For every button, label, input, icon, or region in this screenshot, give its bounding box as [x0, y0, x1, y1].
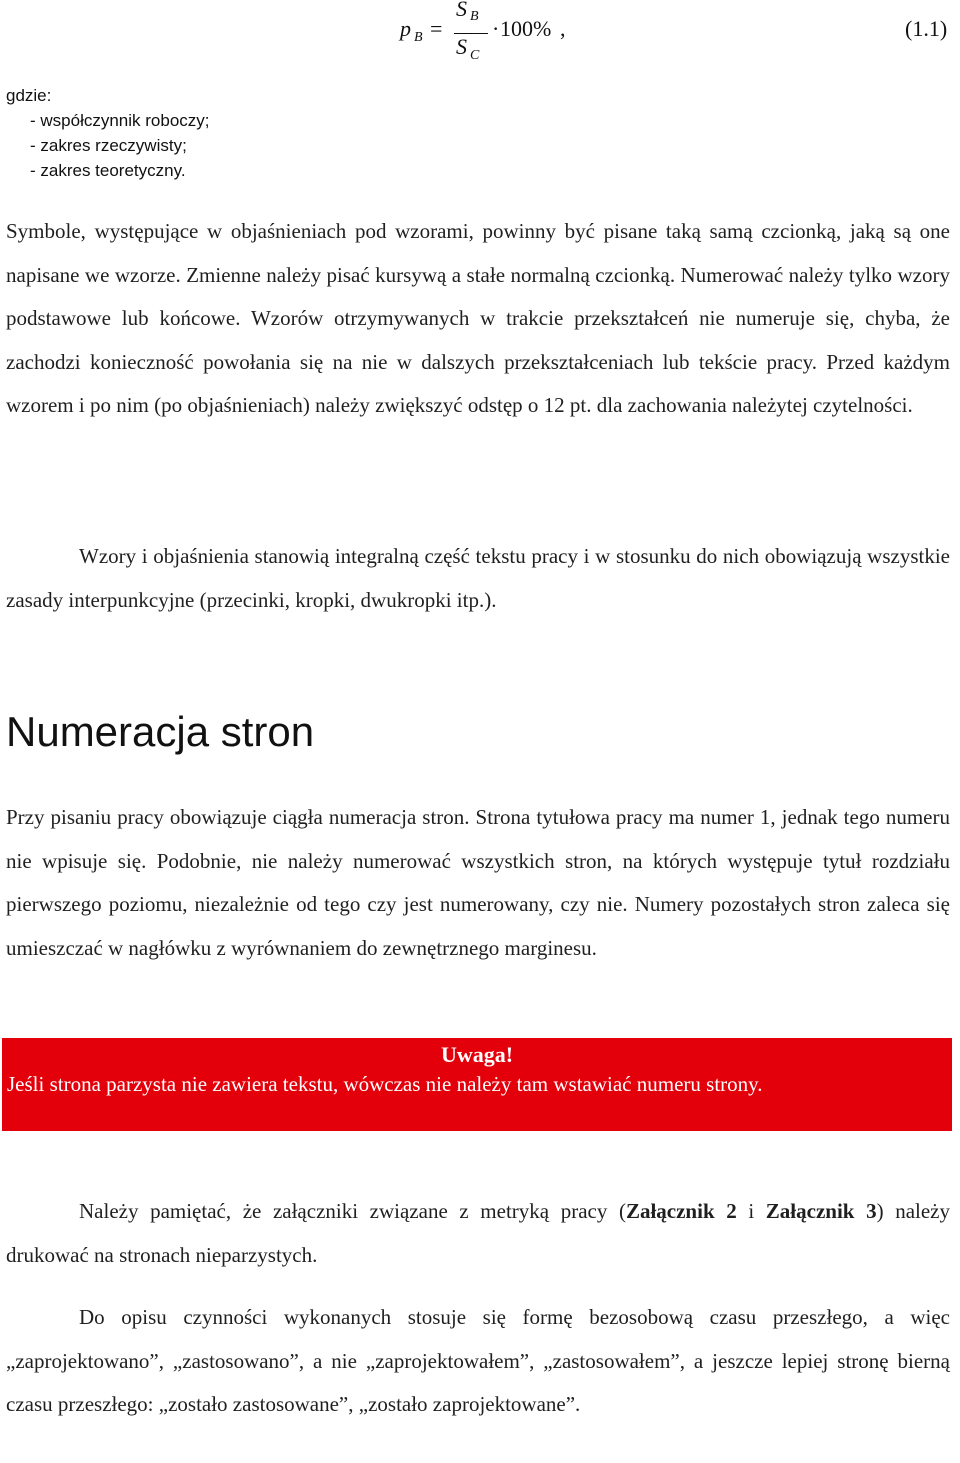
attachment-2-label: Załącznik 2	[625, 1199, 737, 1223]
callout-body: Jeśli strona parzysta nie zawiera tekstu, wówczas nie należy tam wstawiać numeru strony.	[7, 1072, 763, 1096]
attachments-text-mid: i	[736, 1199, 766, 1223]
formula-number: (1.1)	[905, 16, 948, 41]
callout-title: Uwaga!	[440, 1042, 514, 1067]
warning-callout	[2, 1038, 952, 1131]
definition-item: - zakres rzeczywisty;	[30, 136, 187, 155]
formula-factor: 100%	[500, 16, 552, 41]
paragraph-impersonal-form: Do opisu czynności wykonanych stosuje się formę bezosobową czasu przeszłego, a więc „zaprojektowano”, „zastosowano”, a nie „zaprojektowałem”, „zastosowałem”, a jeszcze lepiej stronę bierną czasu przeszłego: „zostało zastosowane”, „zostało zaprojektowane”.	[6, 1305, 950, 1416]
section-heading: Numeracja stron	[6, 708, 315, 755]
formula-denominator: S	[456, 34, 467, 59]
formula-equals: =	[430, 16, 443, 41]
paragraph-page-numbering: Przy pisaniu pracy obowiązuje ciągła numeracja stron. Strona tytułowa pracy ma numer 1, jednak tego numeru nie wpisuje się. Podobnie, nie należy numerować wszystkich stron, na których występuje tytuł rozdziału pierwszego poziomu, niezależnie od tego czy jest numerowany, czy nie. Numery pozostałych stron zaleca się umieszczać w nagłówku z wyrównaniem do zewnętrznego marginesu.	[6, 805, 950, 960]
formula-dot: ·	[492, 16, 500, 41]
attachments-text-before: Należy pamiętać, że załączniki związane z metryką pracy (	[79, 1199, 626, 1223]
formula-denominator-subscript: C	[470, 48, 480, 63]
formula-lhs-subscript: B	[414, 30, 423, 45]
definitions-intro: gdzie:	[6, 86, 52, 105]
formula-numerator-subscript: B	[470, 9, 479, 24]
paragraph-symbols: Symbole, występujące w objaśnieniach pod wzorami, powinny być pisane taką samą czcionką, jaką są one napisane we wzorze. Zmienne należy pisać kursywą a stałe normalną czcionką. Numerować należy tylko wzory podstawowe lub końcowe. Wzorów otrzymywanych w trakcie przekształceń nie numeruje się, chyba, że zachodzi konieczność powołania się na nie w dalszych przekształceniach lub tekście pracy. Przed każdym wzorem i po nim (po objaśnieniach) należy zwiększyć odstęp o 12 pt. dla zachowania należytej czytelności.	[6, 219, 950, 417]
formula	[400, 0, 660, 70]
attachments-text-after: ) należy drukować na stronach nieparzystych.	[6, 1199, 950, 1267]
definition-item: - zakres teoretyczny.	[30, 161, 186, 180]
formula-numerator: S	[456, 0, 467, 21]
formula-lhs: p	[400, 16, 411, 41]
formula-comma: ,	[560, 16, 566, 41]
paragraph-attachments	[6, 1190, 950, 1277]
definition-item: - współczynnik roboczy;	[30, 111, 210, 130]
attachment-3-label: Załącznik 3	[765, 1199, 877, 1223]
formula-definitions	[6, 83, 210, 183]
paragraph-formulas-punctuation: Wzory i objaśnienia stanowią integralną część tekstu pracy i w stosunku do nich obowiązują wszystkie zasady interpunkcyjne (przecinki, kropki, dwukropki itp.).	[6, 544, 950, 612]
